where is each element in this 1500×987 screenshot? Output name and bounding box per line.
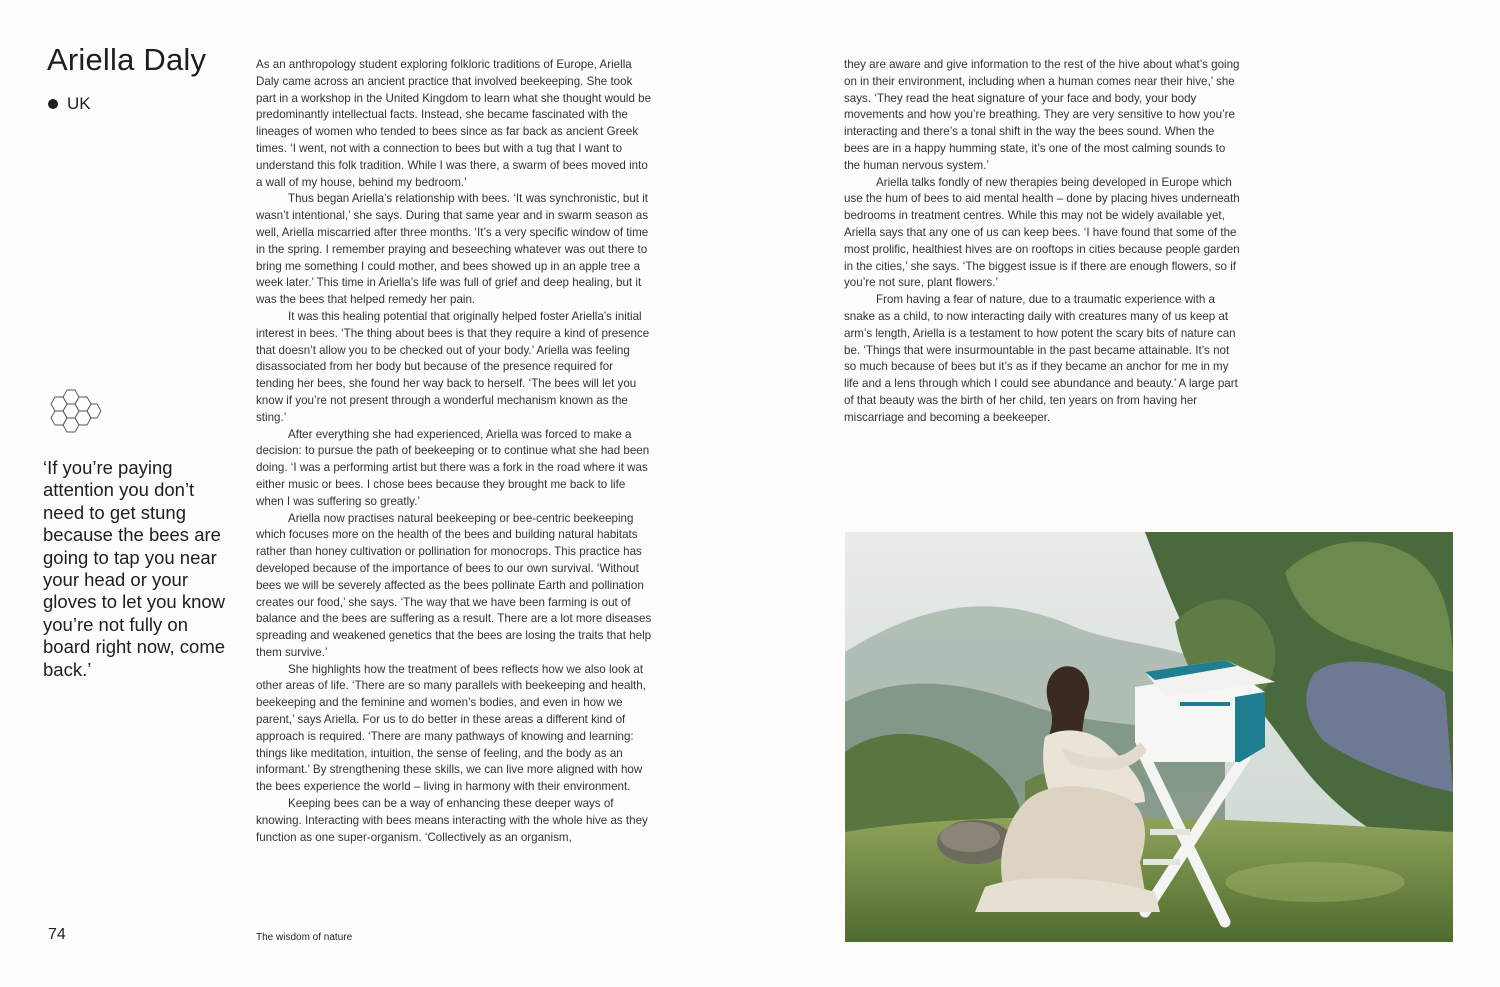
paragraph: As an anthropology student exploring folkloric traditions of Europe, Ariella Daly came across an ancient practice that involved beekeeping. She took part in a workshop in the United Kingdom to learn what she thought would be predominantly intellectual facts. Instead, she became fascinated with the lineages of women who tended to bees since as far back as ancient Greek times. ‘I went, not with a connection to bees but with a tug that I want to understand this folk tradition. While I was there, a swarm of bees moved into a wall of my house, behind my bedroom.’ [256,58,652,189]
location-label [48,94,91,114]
paragraph: Ariella now practises natural beekeeping or bee-centric beekeeping which focuses more on the health of the bees and building natural habitats rather than honey cultivation or pollination for monocrops. This practice has developed because of the importance of bees to our own survival. ‘Without bees we will be severely affected as the bees pollinate Earth and pollination creates our food,’ she says. ‘The way that we have been farming is out of balance and the bees are suffering as a result. There are a lot more diseases spreading and weakened genetics that the bees are losing the traits that help them survive.’ [256,511,652,659]
location-text: UK [67,94,91,113]
body-column-1 [256,57,654,846]
paragraph: It was this healing potential that originally helped foster Ariella’s initial interest in bees. ‘The thing about bees is that they require a kind of presence that doesn’t allow you to be checked out of your body.’ Ariella was feeling disassociated from her body but because of the presence required for tending her bees, she found her way back to herself. ‘The bees will let you know if you’re not present through a wonderful mechanism known as the sting.’ [256,309,650,424]
paragraph: they are aware and give information to the rest of the hive about what’s going on in their environment, including when a human comes near their hive,’ she says. ‘They read the heat signature of your face and body, your body movements and how you’re breathing. They are very sensitive to how you’re interacting and there’s a tonal shift in the way the bees sound. When the bees are in a happy humming state, it’s one of the most calming sounds to the human nervous system.’ [844,58,1240,172]
paragraph: After everything she had experienced, Ariella was forced to make a decision: to pursue the path of beekeeping or to continue what she had been doing. ‘I was a performing artist but there was a fork in the road where it was either music or bees. I chose bees because they brought me back to life when I was suffering so greatly.’ [256,427,650,508]
right-page [750,0,1500,987]
paragraph: She highlights how the treatment of bees reflects how we also look at other areas of life. ‘There are so many parallels with beekeeping and health, beekeeping and the feminine and women’s bodies, and even in how we parent,’ says Ariella. For us to do better in these areas a different kind of approach is required. ‘There are many pathways of knowing and learning: things like meditation, intuition, the sense of feeling, and the body as an informant.’ By strengthening these skills, we can live more aligned with how the bees experience the world – living in harmony with their environment. [256,662,646,794]
paragraph: From having a fear of nature, due to a traumatic experience with a snake as a child, to now interacting daily with creatures many of us keep at arm’s length, Ariella is a testament to how potent the scary bits of nature can be. ‘Things that were insurmountable in the past became attainable. It’s not so much because of bees but it’s as if they became an anchor for me in my life and a lens through which I could see abundance and beauty.’ A large part of that beauty was the birth of her child, ten years on from having her miscarriage and becoming a beekeeper. [844,293,1238,424]
paragraph: Thus began Ariella’s relationship with bees. ‘It was synchronistic, but it wasn’t intentional,’ she says. During that same year and in swarm season as well, Ariella miscarried after three months. ‘It’s a very specific window of time in the spring. I remember praying and beseeching whatever was out there to bring me something I could mother, and bees showed up in an apple tree a week later.’ This time in Ariella’s life was full of grief and deep healing, but it was the bees that helped remedy her pain. [256,192,649,307]
page-title: Ariella Daly [47,42,207,77]
paragraph: Keeping bees can be a way of enhancing these deeper ways of knowing. Interacting with bees means interacting with the whole hive as they function as one super-organism. ‘Collectively as an organism, [256,797,648,844]
body-column-2 [844,57,1242,427]
beekeeper-photo [845,532,1453,942]
photo-illustration [845,532,1453,942]
pull-quote: ‘If you’re paying attention you don’t need to get stung because the bees are going to tap you near your head or your gloves to let you know you’re not fully on board right now, come back.’ [43,457,226,680]
paragraph: Ariella talks fondly of new therapies being developed in Europe which use the hum of bees to aid mental health – done by placing hives underneath bedrooms in treatment centres. While this may not be widely available yet, Ariella says that any one of us can keep bees. ‘I have found that some of the most prolific, healthiest hives are on rooftops in cities because people garden in the cities,’ she says. ‘The biggest issue is if there are enough flowers, so if you’re not sure, plant flowers.’ [844,175,1240,290]
honeycomb-icon [46,388,102,440]
page-number: 74 [48,926,66,943]
bullet-dot-icon [48,99,58,109]
running-head: The wisdom of nature [256,932,353,943]
